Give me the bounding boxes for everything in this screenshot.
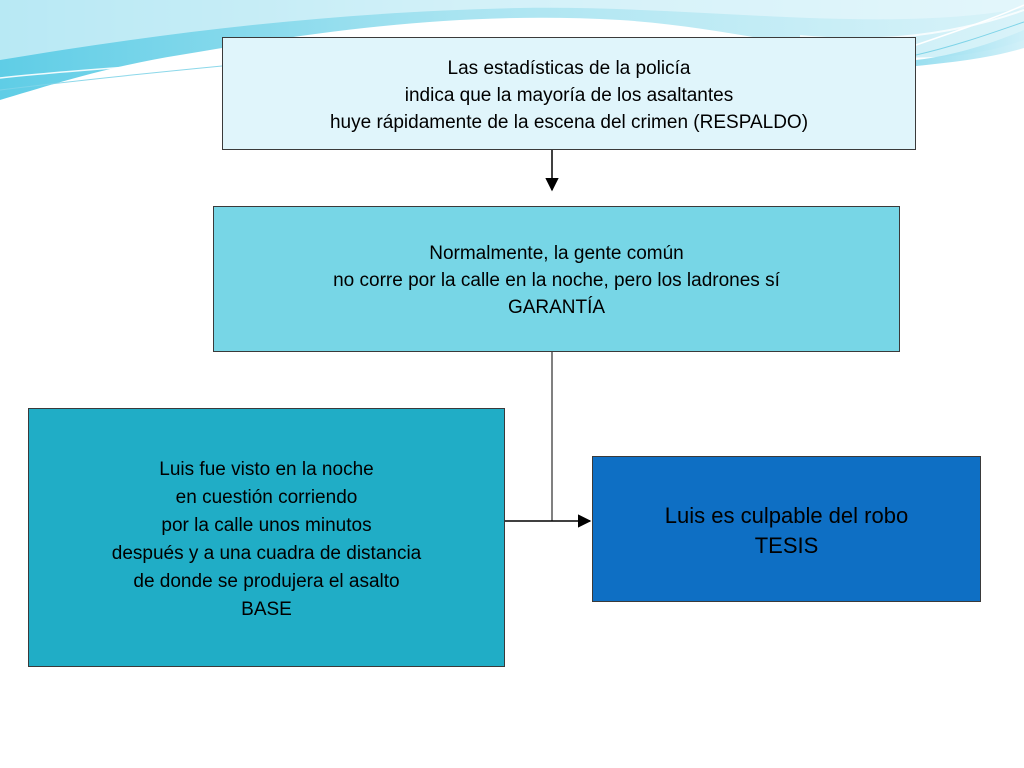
garantia-line-1: Normalmente, la gente común: [429, 243, 684, 264]
garantia-line-3: GARANTÍA: [507, 297, 606, 318]
base-line-1: Luis fue visto en la noche: [159, 459, 374, 480]
respaldo-line-2: indica que la mayoría de los asaltantes: [404, 85, 734, 106]
tesis-box: [592, 456, 981, 602]
base-line-3: por la calle unos minutos: [161, 515, 372, 536]
base-line-2: en cuestión corriendo: [175, 487, 358, 508]
respaldo-line-1: Las estadísticas de la policía: [447, 58, 691, 79]
base-line-5: de donde se produjera el asalto: [133, 571, 400, 592]
respaldo-box: [222, 37, 916, 150]
base-line-4: después y a una cuadra de distancia: [111, 543, 422, 564]
garantia-line-2: no corre por la calle en la noche, pero los ladrones sí: [333, 270, 780, 291]
garantia-box: [213, 206, 900, 352]
tesis-line-1: Luis es culpable del robo: [664, 503, 909, 528]
tesis-line-2: TESIS: [754, 533, 819, 558]
base-line-6: BASE: [241, 599, 292, 620]
base-box: [28, 408, 505, 667]
respaldo-line-3: huye rápidamente de la escena del crimen (RESPALDO): [329, 112, 809, 133]
